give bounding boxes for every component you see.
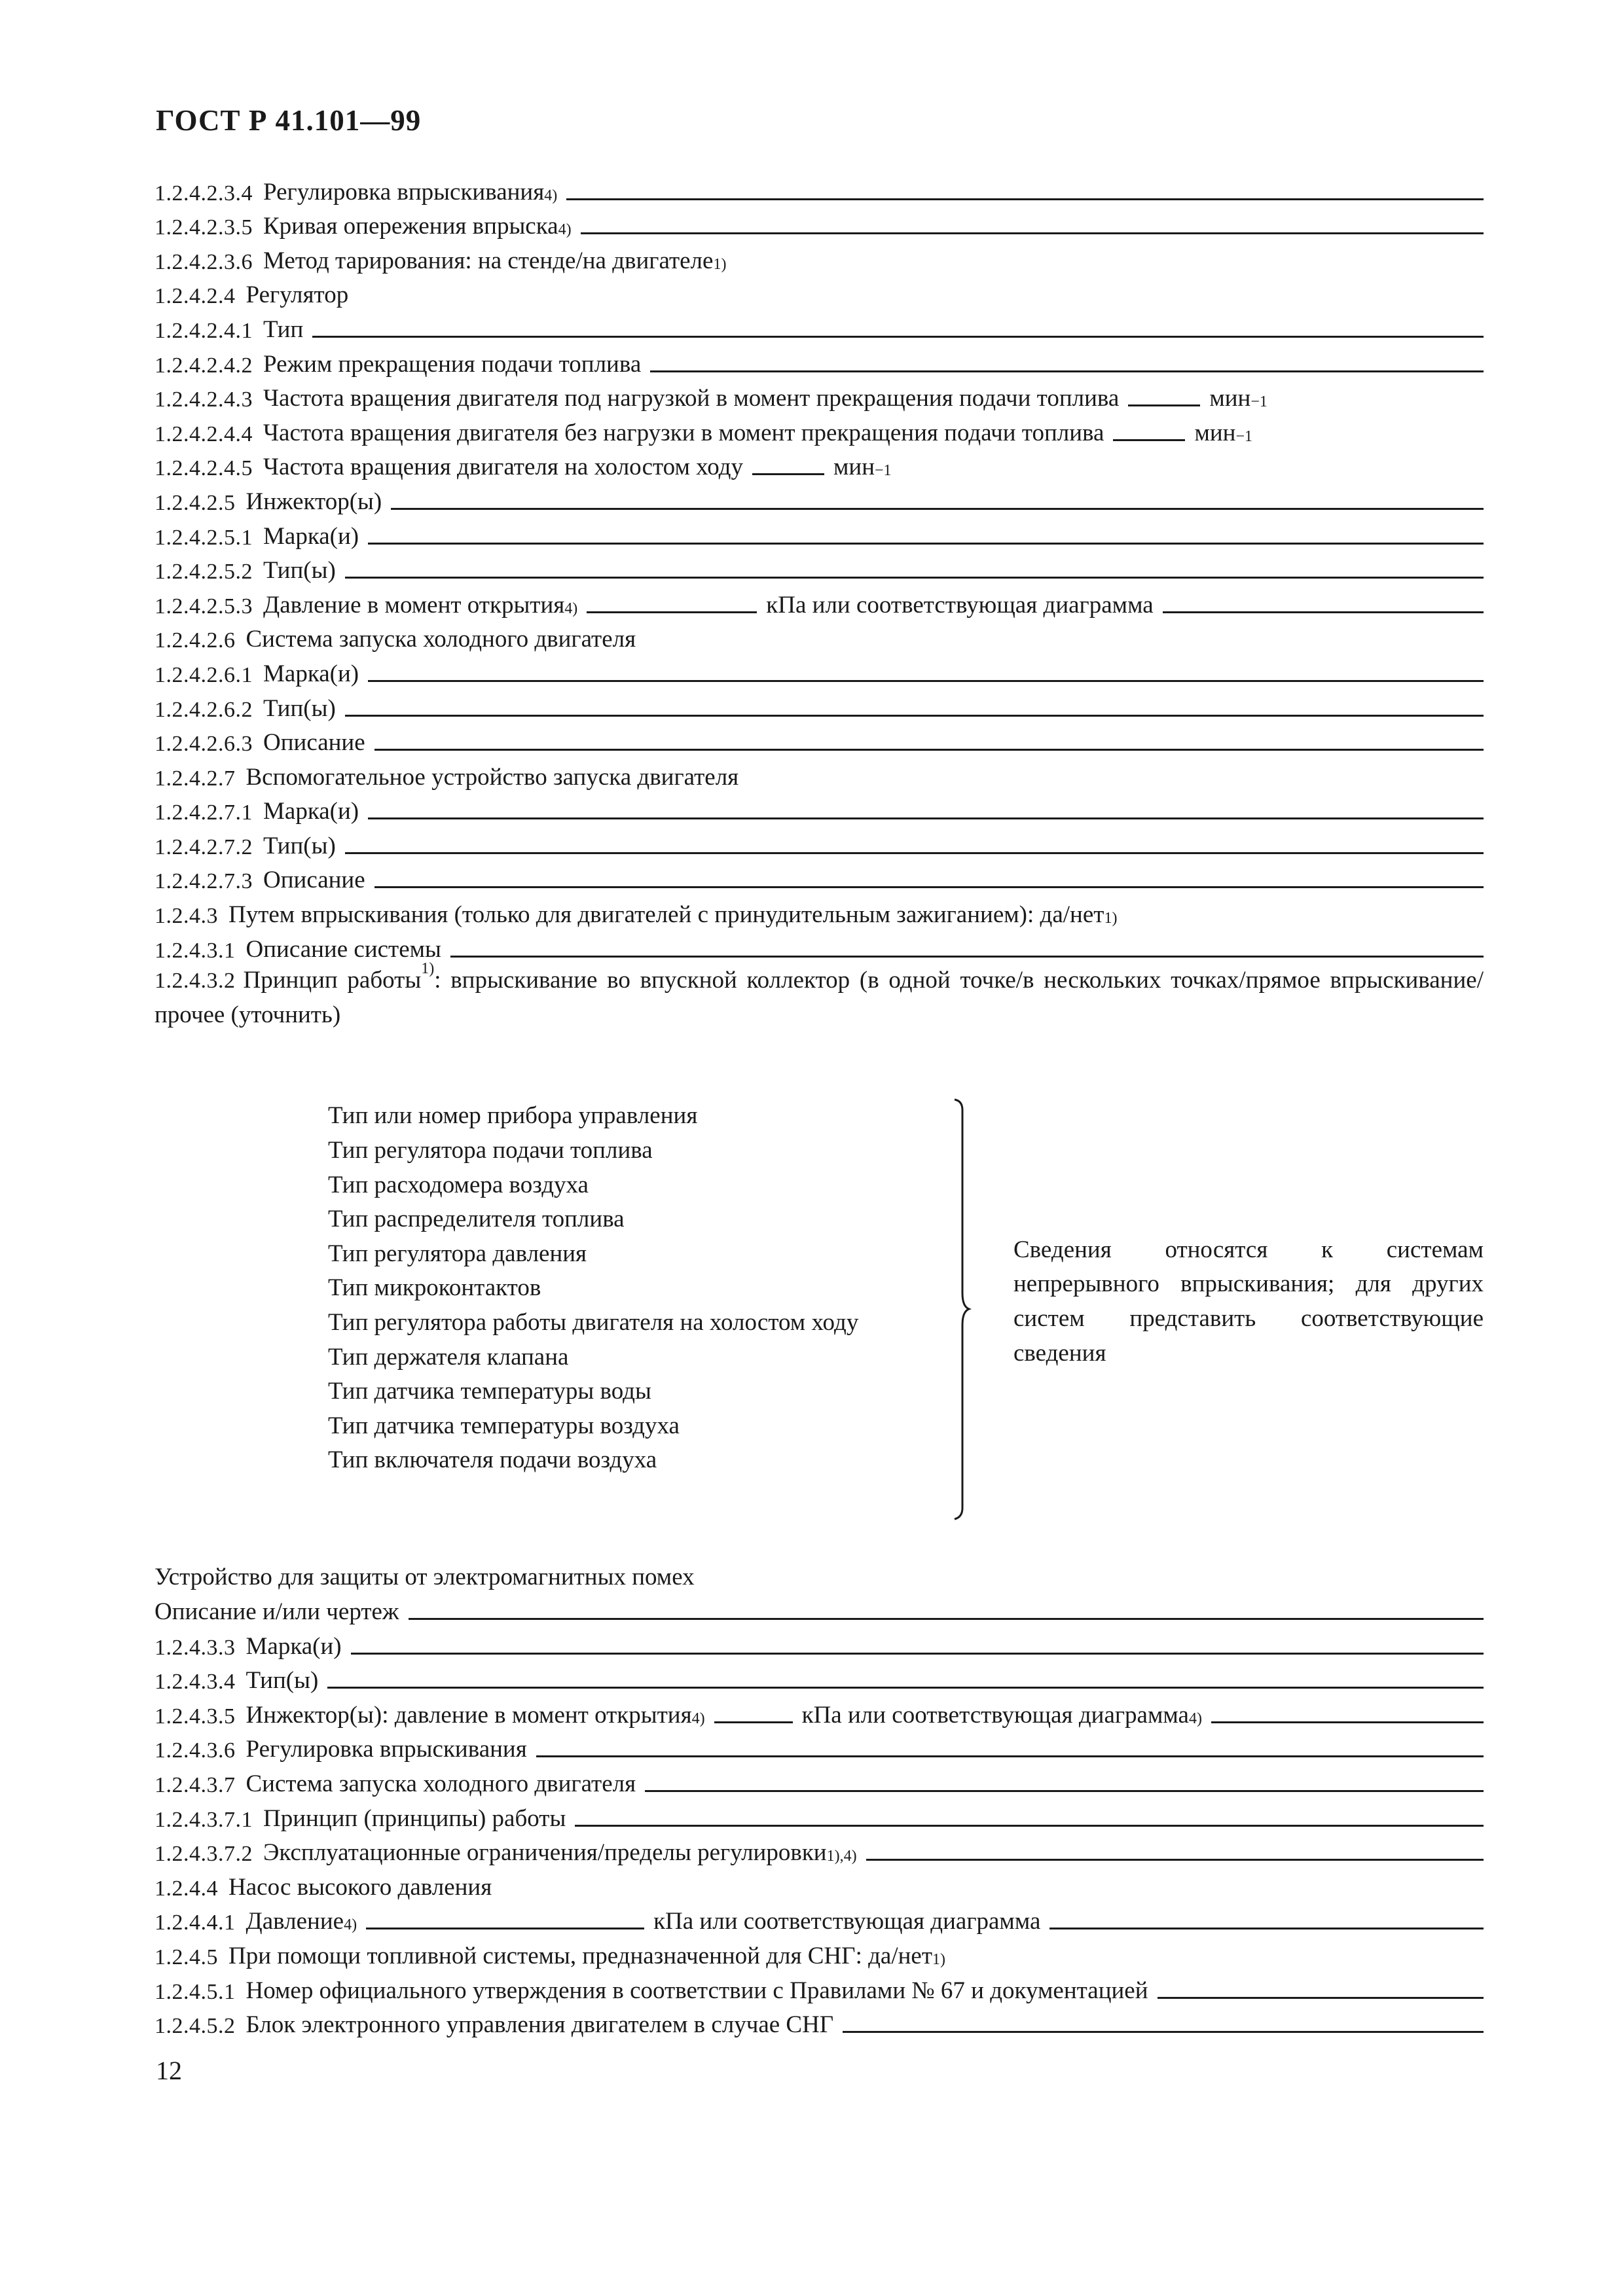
component-list — [328, 1096, 858, 1475]
item-text: Регулировка впрыскивания — [263, 178, 545, 206]
item-number: 1.2.4.2.7.3 — [155, 869, 253, 894]
paragraph-principle — [155, 960, 1484, 1033]
item-number: 1.2.4.3.5 — [155, 1704, 236, 1729]
item-text: : впрыскивание во впускной коллектор (в одной точке/в нескольких точках/прямое впрыскивание/прочее (уточнить) — [155, 966, 1484, 1029]
item-text: Регулятор — [246, 281, 349, 309]
item-number: 1.2.4.3.7.2 — [155, 1842, 253, 1867]
blank-field[interactable] — [409, 1618, 1484, 1620]
blank-field[interactable] — [368, 817, 1484, 819]
blank-field[interactable] — [366, 1928, 644, 1929]
item-text: Частота вращения двигателя под нагрузкой в момент прекращения подачи топлива — [263, 385, 1120, 412]
spacer — [155, 1033, 1484, 1096]
item-number: 1.2.4.2.4 — [155, 284, 236, 309]
form-line — [155, 860, 1484, 895]
item-number: 1.2.4.5 — [155, 1945, 218, 1969]
form-line — [155, 206, 1484, 241]
component-list-item: Тип регулятора работы двигателя на холостом ходу — [328, 1309, 859, 1336]
item-text: Кривая опережения впрыска — [263, 213, 558, 240]
item-number: 1.2.4.2.3.5 — [155, 215, 253, 240]
blank-field[interactable] — [374, 886, 1484, 888]
blank-field[interactable] — [1113, 439, 1185, 441]
component-list-item: Тип распределителя топлива — [328, 1206, 625, 1233]
item-text: Тип(ы) — [246, 1667, 319, 1695]
item-text: Тип(ы) — [263, 694, 336, 722]
item-text: Описание — [263, 867, 365, 894]
unit-text: мин — [1194, 419, 1236, 446]
form-line — [155, 757, 1484, 791]
form-line — [155, 723, 1484, 757]
item-text: Номер официального утверждения в соответствии с Правилами № 67 и документацией — [246, 1977, 1148, 2004]
unit-text: мин — [833, 454, 875, 481]
form-line — [155, 1867, 1484, 1901]
footnote-ref: 4) — [1188, 1710, 1202, 1727]
form-line — [155, 516, 1484, 550]
item-number: 1.2.4.2.5.2 — [155, 560, 253, 584]
component-list-item: Тип регулятора давления — [328, 1240, 587, 1267]
blank-field[interactable] — [374, 749, 1484, 751]
item-number: 1.2.4.2.7 — [155, 766, 236, 791]
blank-field[interactable] — [368, 543, 1484, 545]
footnote-ref: 1) — [1104, 910, 1118, 927]
item-text: Давление — [246, 1908, 344, 1935]
component-list-item: Тип держателя клапана — [328, 1343, 569, 1371]
blank-field[interactable] — [312, 336, 1484, 338]
item-number: 1.2.4.2.6.1 — [155, 662, 253, 687]
blank-field[interactable] — [650, 370, 1484, 372]
item-text: Устройство для защиты от электромагнитных помех — [155, 1564, 695, 1591]
item-text: Режим прекращения подачи топлива — [263, 350, 642, 378]
section-mid1 — [155, 481, 1484, 584]
item-number: 1.2.4.2.7.2 — [155, 834, 253, 859]
item-number: 1.2.4.3.7.1 — [155, 1807, 253, 1832]
form-line — [155, 1660, 1484, 1695]
blank-field[interactable] — [450, 956, 1484, 958]
curly-brace-icon — [948, 1098, 974, 1520]
section-bottom2 — [155, 1729, 1484, 1901]
blank-field[interactable] — [866, 1859, 1484, 1861]
item-number: 1.2.4.3.3 — [155, 1635, 236, 1660]
item-text: Марка(и) — [246, 1632, 342, 1660]
blank-field[interactable] — [536, 1755, 1484, 1757]
blank-field[interactable] — [1049, 1928, 1484, 1929]
item-number: 1.2.4.2.5 — [155, 490, 236, 515]
item-number: 1.2.4.2.4.5 — [155, 456, 253, 481]
blank-field[interactable] — [345, 715, 1484, 717]
unit-superscript: −1 — [875, 462, 892, 480]
footnote-ref: 1) — [713, 255, 727, 273]
blank-field[interactable] — [327, 1687, 1484, 1689]
form-line — [155, 309, 1484, 344]
document-header: ГОСТ Р 41.101—99 — [156, 104, 422, 137]
blank-field[interactable] — [345, 852, 1484, 854]
component-list-item: Тип расходомера воздуха — [328, 1171, 589, 1198]
item-number: 1.2.4.5.2 — [155, 2014, 236, 2039]
form-line — [155, 481, 1484, 516]
form-line — [155, 344, 1484, 378]
footnote-ref: 1),4) — [826, 1848, 857, 1865]
item-number: 1.2.4.2.3.6 — [155, 249, 253, 274]
footnote-ref: 4) — [544, 187, 558, 204]
form-line — [155, 1935, 1484, 1970]
blank-field[interactable] — [575, 1825, 1484, 1827]
item-number: 1.2.4.2.6 — [155, 628, 236, 653]
form-line-opening-pressure — [155, 584, 1484, 619]
footnote-ref: 4) — [558, 221, 572, 239]
item-number: 1.2.4.3.4 — [155, 1670, 236, 1695]
item-number: 1.2.4.2.4.1 — [155, 318, 253, 343]
item-number: 1.2.4.3 — [155, 904, 218, 929]
item-number: 1.2.4.3.7 — [155, 1773, 236, 1797]
item-text: Инжектор(ы) — [246, 488, 382, 515]
item-number: 1.2.4.2.7.1 — [155, 800, 253, 825]
spacer — [155, 1531, 1484, 1557]
item-number: 1.2.4.2.4.4 — [155, 422, 253, 446]
unit-text: мин — [1209, 385, 1251, 412]
item-text: Тип(ы) — [263, 832, 336, 859]
blank-field[interactable] — [843, 2031, 1484, 2033]
form-line — [155, 275, 1484, 310]
item-number: 1.2.4.3.1 — [155, 938, 236, 963]
form-line — [155, 653, 1484, 688]
document-body — [155, 171, 1484, 2039]
form-line — [155, 1626, 1484, 1660]
blank-field[interactable] — [1163, 611, 1484, 613]
section-mid2 — [155, 619, 1484, 963]
item-text: Частота вращения двигателя на холостом ходу — [263, 454, 743, 481]
item-text: Описание и/или чертеж — [155, 1598, 399, 1626]
form-line-injector-pressure — [155, 1695, 1484, 1729]
form-line-rpm-load — [155, 378, 1484, 413]
item-text: Вспомогательное устройство запуска двигателя — [246, 763, 739, 791]
footnote-ref: 4) — [344, 1916, 357, 1934]
form-line-rpm-idle — [155, 447, 1484, 482]
component-list-item: Тип микроконтактов — [328, 1274, 541, 1302]
component-list-block — [155, 1096, 1484, 1531]
form-line-rpm-noload — [155, 412, 1484, 447]
blank-field[interactable] — [566, 198, 1484, 200]
item-number: 1.2.4.2.4.3 — [155, 387, 253, 412]
blank-field[interactable] — [351, 1653, 1484, 1655]
item-text: Инжектор(ы): давление в момент открытия — [246, 1701, 692, 1729]
form-line — [155, 240, 1484, 275]
blank-field[interactable] — [587, 611, 757, 613]
unit-superscript: −1 — [1250, 393, 1267, 411]
item-text: Путем впрыскивания (только для двигателей с принудительным зажиганием): да/нет — [228, 901, 1104, 929]
component-list-item: Тип включателя подачи воздуха — [328, 1446, 657, 1474]
form-line — [155, 171, 1484, 206]
item-number: 1.2.4.5.1 — [155, 1979, 236, 2004]
item-text: Эксплуатационные ограничения/пределы регулировки — [263, 1839, 827, 1867]
blank-field[interactable] — [581, 232, 1484, 234]
page-number: 12 — [156, 2056, 182, 2085]
item-text: Принцип (принципы) работы — [263, 1804, 566, 1832]
blank-field[interactable] — [1211, 1721, 1484, 1723]
item-text: Тип — [263, 315, 304, 343]
item-text: Блок электронного управления двигателем в случае СНГ — [246, 2011, 834, 2039]
component-list-item: Тип или номер прибора управления — [328, 1102, 698, 1130]
form-line — [155, 825, 1484, 860]
item-number: 1.2.4.2.5.3 — [155, 594, 253, 619]
item-text-mid: кПа или соответствующая диаграмма — [801, 1701, 1189, 1729]
component-list-item: Тип датчика температуры воздуха — [328, 1412, 680, 1439]
item-number: 1.2.4.4.1 — [155, 1910, 236, 1935]
item-text: Частота вращения двигателя без нагрузки в момент прекращения подачи топлива — [263, 419, 1104, 446]
item-text-mid: кПа или соответствующая диаграмма — [766, 591, 1154, 619]
item-text: Марка(и) — [263, 522, 359, 550]
blank-field[interactable] — [345, 577, 1484, 579]
form-line — [155, 550, 1484, 585]
item-text: Описание — [263, 729, 365, 757]
item-text: Система запуска холодного двигателя — [246, 626, 636, 653]
form-line-pump-pressure — [155, 1901, 1484, 1936]
blank-field[interactable] — [645, 1790, 1484, 1792]
footnote-ref: 1) — [421, 960, 435, 977]
blank-field[interactable] — [368, 680, 1484, 682]
item-text: Тип(ы) — [263, 557, 336, 584]
form-line — [155, 688, 1484, 723]
blank-field[interactable] — [752, 473, 824, 475]
form-line — [155, 791, 1484, 826]
item-text: Регулировка впрыскивания — [246, 1736, 527, 1763]
item-number: 1.2.4.4 — [155, 1876, 218, 1901]
item-text: Марка(и) — [263, 798, 359, 825]
footnote-ref: 4) — [564, 600, 578, 617]
item-text: Система запуска холодного двигателя — [246, 1770, 636, 1797]
form-line — [155, 929, 1484, 963]
component-list-item: Тип датчика температуры воды — [328, 1378, 651, 1405]
section-bottom3 — [155, 1935, 1484, 2039]
item-text: Марка(и) — [263, 660, 359, 687]
section-bottom1 — [155, 1626, 1484, 1695]
form-line — [155, 1763, 1484, 1798]
blank-field[interactable] — [714, 1721, 793, 1723]
form-line — [155, 1970, 1484, 2005]
item-number: 1.2.4.3.6 — [155, 1738, 236, 1763]
item-text: Насос высокого давления — [228, 1873, 492, 1901]
item-text: Принцип работы — [243, 966, 422, 994]
form-line — [155, 1729, 1484, 1764]
block-note: Сведения относятся к системам непрерывного впрыскивания; для других систем представить соответствующие сведения — [1013, 1236, 1484, 1367]
blank-field[interactable] — [391, 508, 1484, 510]
footnote-ref: 4) — [691, 1710, 705, 1727]
footnote-ref: 1) — [932, 1950, 946, 1968]
form-line — [155, 619, 1484, 654]
form-line — [155, 2005, 1484, 2039]
item-text: Давление в момент открытия — [263, 591, 565, 619]
emi-description-line — [155, 1591, 1484, 1626]
blank-field[interactable] — [1128, 404, 1200, 406]
item-text: При помощи топливной системы, предназначенной для СНГ: да/нет — [228, 1942, 933, 1969]
unit-superscript: −1 — [1235, 427, 1253, 445]
item-number: 1.2.4.2.4.2 — [155, 353, 253, 378]
form-line — [155, 1833, 1484, 1867]
component-list-item: Тип регулятора подачи топлива — [328, 1137, 653, 1164]
emi-title — [155, 1557, 1484, 1592]
item-text: Метод тарирования: на стенде/на двигателе — [263, 247, 714, 274]
item-number: 1.2.4.2.6.2 — [155, 697, 253, 722]
item-number: 1.2.4.3.2 — [155, 968, 236, 993]
form-line — [155, 894, 1484, 929]
item-number: 1.2.4.2.5.1 — [155, 525, 253, 550]
section-top — [155, 171, 1484, 378]
item-number: 1.2.4.2.3.4 — [155, 181, 253, 206]
item-text-mid: кПа или соответствующая диаграмма — [653, 1908, 1041, 1935]
form-line — [155, 1798, 1484, 1833]
blank-field[interactable] — [1158, 1997, 1484, 1999]
item-number: 1.2.4.2.6.3 — [155, 732, 253, 757]
item-text: Описание системы — [246, 935, 441, 963]
